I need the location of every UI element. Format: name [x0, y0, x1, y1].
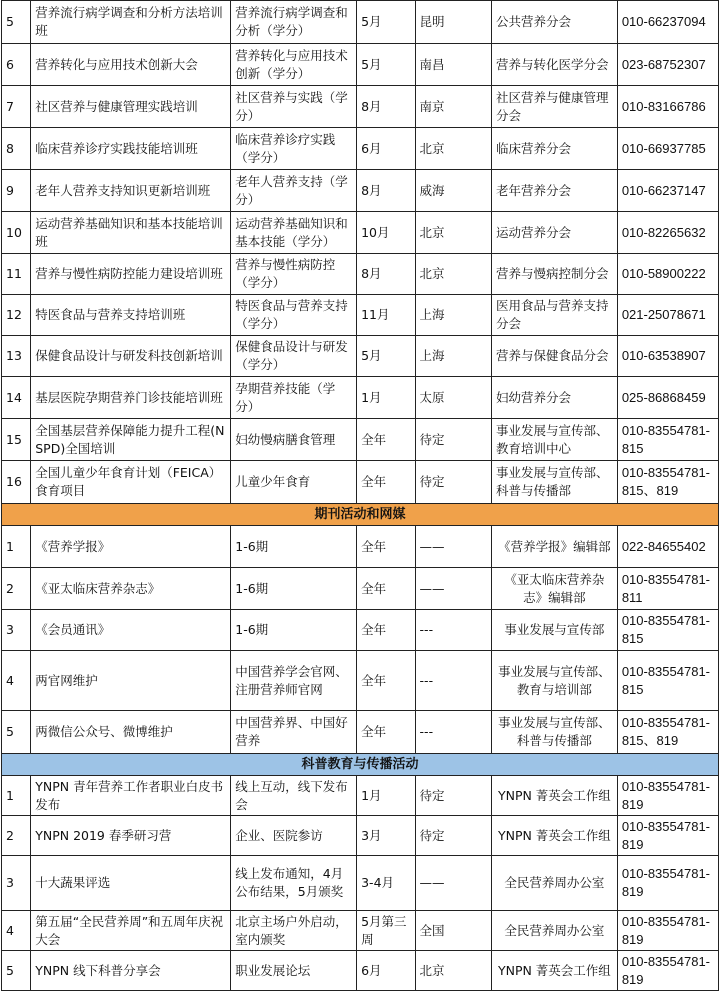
contact-phone: 010-66237147	[617, 170, 718, 212]
table-row	[2, 254, 719, 295]
organizer: YNPN 菁英会工作组	[491, 776, 617, 816]
table-row	[2, 170, 719, 212]
activity-name: 基层医院孕期营养门诊技能培训班	[31, 377, 231, 419]
table-row	[2, 212, 719, 254]
activity-time: 1月	[357, 377, 415, 419]
table-row	[2, 1, 719, 44]
activity-topic: 营养转化与应用技术创新（学分）	[231, 44, 357, 86]
activity-place: 全国	[415, 911, 491, 951]
activity-topic: 运动营养基础知识和基本技能（学分）	[231, 212, 357, 254]
organizer: 营养与保健食品分会	[491, 336, 617, 377]
activity-topic: 孕期营养技能（学分）	[231, 377, 357, 419]
activity-time: 11月	[357, 295, 415, 336]
activity-name: 全国基层营养保障能力提升工程(NSPD)全国培训	[31, 419, 231, 461]
activity-time: 全年	[357, 610, 415, 651]
table-row	[2, 651, 719, 711]
activity-time: 全年	[357, 651, 415, 711]
activity-topic: 北京主场户外启动，室内颁奖	[231, 911, 357, 951]
table-row	[2, 461, 719, 504]
activity-name: 特医食品与营养支持培训班	[31, 295, 231, 336]
activity-time: 5月	[357, 1, 415, 44]
activity-table	[1, 0, 719, 991]
activity-table-body	[2, 1, 719, 991]
activity-topic: 营养流行病学调查和分析（学分）	[231, 1, 357, 44]
row-number: 5	[2, 711, 31, 754]
table-row	[2, 951, 719, 991]
contact-phone: 010-83554781-819	[617, 776, 718, 816]
activity-topic: 营养与慢性病防控（学分）	[231, 254, 357, 295]
activity-name: YNPN 青年营养工作者职业白皮书发布	[31, 776, 231, 816]
activity-place: 待定	[415, 419, 491, 461]
row-number: 1	[2, 776, 31, 816]
activity-topic: 1-6期	[231, 610, 357, 651]
activity-topic: 社区营养与实践（学分）	[231, 86, 357, 128]
activity-name: 《营养学报》	[31, 526, 231, 568]
contact-phone: 010-66237094	[617, 1, 718, 44]
table-row	[2, 610, 719, 651]
activity-topic: 中国营养界、中国好营养	[231, 711, 357, 754]
organizer: YNPN 菁英会工作组	[491, 816, 617, 856]
activity-topic: 儿童少年食育	[231, 461, 357, 504]
contact-phone: 010-83166786	[617, 86, 718, 128]
table-row	[2, 568, 719, 610]
activity-name: 社区营养与健康管理实践培训	[31, 86, 231, 128]
row-number: 6	[2, 44, 31, 86]
row-number: 4	[2, 911, 31, 951]
activity-place: 南京	[415, 86, 491, 128]
activity-name: 营养与慢性病防控能力建设培训班	[31, 254, 231, 295]
activity-name: YNPN 线下科普分享会	[31, 951, 231, 991]
row-number: 2	[2, 568, 31, 610]
activity-name: 临床营养诊疗实践技能培训班	[31, 128, 231, 170]
activity-time: 全年	[357, 419, 415, 461]
table-row	[2, 86, 719, 128]
table-row	[2, 44, 719, 86]
activity-time: 5月	[357, 336, 415, 377]
table-row	[2, 336, 719, 377]
activity-place: 待定	[415, 776, 491, 816]
activity-topic: 1-6期	[231, 526, 357, 568]
activity-topic: 线上互动，线下发布会	[231, 776, 357, 816]
contact-phone: 010-83554781-819	[617, 911, 718, 951]
activity-topic: 妇幼慢病膳食管理	[231, 419, 357, 461]
contact-phone: 023-68752307	[617, 44, 718, 86]
organizer: 临床营养分会	[491, 128, 617, 170]
activity-place: 昆明	[415, 1, 491, 44]
activity-time: 全年	[357, 568, 415, 610]
table-row	[2, 419, 719, 461]
organizer: 运动营养分会	[491, 212, 617, 254]
activity-place: 北京	[415, 128, 491, 170]
organizer: 事业发展与宣传部、科普与传播部	[491, 461, 617, 504]
activity-place: 北京	[415, 951, 491, 991]
activity-topic: 线上发布通知，4月公布结果，5月颁奖	[231, 856, 357, 911]
section-header	[2, 754, 719, 776]
activity-time: 3-4月	[357, 856, 415, 911]
table-row	[2, 295, 719, 336]
organizer: YNPN 菁英会工作组	[491, 951, 617, 991]
contact-phone: 010-83554781-811	[617, 568, 718, 610]
activity-place: 威海	[415, 170, 491, 212]
activity-name: 十大蔬果评选	[31, 856, 231, 911]
activity-place: ---	[415, 651, 491, 711]
activity-time: 6月	[357, 128, 415, 170]
activity-time: 全年	[357, 461, 415, 504]
activity-name: 营养流行病学调查和分析方法培训班	[31, 1, 231, 44]
row-number: 8	[2, 128, 31, 170]
activity-place: 太原	[415, 377, 491, 419]
activity-time: 1月	[357, 776, 415, 816]
activity-time: 8月	[357, 254, 415, 295]
organizer: 《营养学报》编辑部	[491, 526, 617, 568]
organizer: 老年营养分会	[491, 170, 617, 212]
activity-topic: 特医食品与营养支持（学分）	[231, 295, 357, 336]
contact-phone: 021-25078671	[617, 295, 718, 336]
contact-phone: 010-83554781-819	[617, 856, 718, 911]
activity-time: 5月	[357, 44, 415, 86]
activity-topic: 企业、医院参访	[231, 816, 357, 856]
contact-phone: 010-83554781-819	[617, 951, 718, 991]
contact-phone: 010-83554781-815、819	[617, 711, 718, 754]
activity-name: 第五届“全民营养周”和五周年庆祝大会	[31, 911, 231, 951]
organizer: 营养与慢病控制分会	[491, 254, 617, 295]
activity-time: 全年	[357, 526, 415, 568]
organizer: 妇幼营养分会	[491, 377, 617, 419]
activity-name: 《会员通讯》	[31, 610, 231, 651]
contact-phone: 022-84655402	[617, 526, 718, 568]
organizer: 医用食品与营养支持分会	[491, 295, 617, 336]
contact-phone: 010-66937785	[617, 128, 718, 170]
row-number: 2	[2, 816, 31, 856]
activity-topic: 保健食品设计与研发（学分）	[231, 336, 357, 377]
activity-name: 全国儿童少年食育计划（FEICA）食育项目	[31, 461, 231, 504]
activity-name: 保健食品设计与研发科技创新培训	[31, 336, 231, 377]
organizer: 全民营养周办公室	[491, 911, 617, 951]
contact-phone: 010-83554781-815	[617, 651, 718, 711]
activity-place: 待定	[415, 461, 491, 504]
row-number: 5	[2, 1, 31, 44]
activity-place: 北京	[415, 254, 491, 295]
activity-name: 《亚太临床营养杂志》	[31, 568, 231, 610]
activity-topic: 1-6期	[231, 568, 357, 610]
activity-place: ——	[415, 526, 491, 568]
activity-name: 两官网维护	[31, 651, 231, 711]
activity-name: 老年人营养支持知识更新培训班	[31, 170, 231, 212]
table-row	[2, 856, 719, 911]
row-number: 4	[2, 651, 31, 711]
activity-time: 5月第三周	[357, 911, 415, 951]
organizer: 《亚太临床营养杂志》编辑部	[491, 568, 617, 610]
row-number: 15	[2, 419, 31, 461]
activity-place: 上海	[415, 336, 491, 377]
contact-phone: 010-83554781-815	[617, 610, 718, 651]
table-row	[2, 377, 719, 419]
row-number: 1	[2, 526, 31, 568]
organizer: 事业发展与宣传部、教育培训中心	[491, 419, 617, 461]
activity-place: ——	[415, 856, 491, 911]
row-number: 3	[2, 856, 31, 911]
activity-place: 待定	[415, 816, 491, 856]
table-row	[2, 911, 719, 951]
activity-time: 3月	[357, 816, 415, 856]
activity-name: 两微信公众号、微博维护	[31, 711, 231, 754]
organizer: 公共营养分会	[491, 1, 617, 44]
activity-name: 运动营养基础知识和基本技能培训班	[31, 212, 231, 254]
organizer: 事业发展与宣传部、教育与培训部	[491, 651, 617, 711]
activity-time: 10月	[357, 212, 415, 254]
activity-name: 营养转化与应用技术创新大会	[31, 44, 231, 86]
contact-phone: 010-83554781-815、819	[617, 461, 718, 504]
section-title: 期刊活动和网媒	[2, 504, 719, 526]
row-number: 14	[2, 377, 31, 419]
organizer: 事业发展与宣传部	[491, 610, 617, 651]
row-number: 13	[2, 336, 31, 377]
row-number: 7	[2, 86, 31, 128]
contact-phone: 010-83554781-819	[617, 816, 718, 856]
activity-topic: 老年人营养支持（学分）	[231, 170, 357, 212]
activity-place: 南昌	[415, 44, 491, 86]
activity-time: 6月	[357, 951, 415, 991]
contact-phone: 010-63538907	[617, 336, 718, 377]
organizer: 事业发展与宣传部、科普与传播部	[491, 711, 617, 754]
row-number: 5	[2, 951, 31, 991]
section-title: 科普教育与传播活动	[2, 754, 719, 776]
activity-place: ——	[415, 568, 491, 610]
row-number: 16	[2, 461, 31, 504]
row-number: 11	[2, 254, 31, 295]
table-row	[2, 816, 719, 856]
activity-topic: 职业发展论坛	[231, 951, 357, 991]
activity-place: ---	[415, 610, 491, 651]
table-row	[2, 526, 719, 568]
table-row	[2, 711, 719, 754]
row-number: 12	[2, 295, 31, 336]
organizer: 社区营养与健康管理分会	[491, 86, 617, 128]
activity-name: YNPN 2019 春季研习营	[31, 816, 231, 856]
contact-phone: 025-86868459	[617, 377, 718, 419]
activity-topic: 临床营养诊疗实践（学分）	[231, 128, 357, 170]
contact-phone: 010-58900222	[617, 254, 718, 295]
activity-time: 全年	[357, 711, 415, 754]
row-number: 10	[2, 212, 31, 254]
contact-phone: 010-83554781-815	[617, 419, 718, 461]
activity-place: 北京	[415, 212, 491, 254]
activity-place: 上海	[415, 295, 491, 336]
row-number: 3	[2, 610, 31, 651]
activity-time: 8月	[357, 86, 415, 128]
table-row	[2, 128, 719, 170]
activity-place: ---	[415, 711, 491, 754]
contact-phone: 010-82265632	[617, 212, 718, 254]
table-row	[2, 776, 719, 816]
activity-topic: 中国营养学会官网、注册营养师官网	[231, 651, 357, 711]
section-header	[2, 504, 719, 526]
row-number: 9	[2, 170, 31, 212]
organizer: 营养与转化医学分会	[491, 44, 617, 86]
organizer: 全民营养周办公室	[491, 856, 617, 911]
activity-time: 8月	[357, 170, 415, 212]
